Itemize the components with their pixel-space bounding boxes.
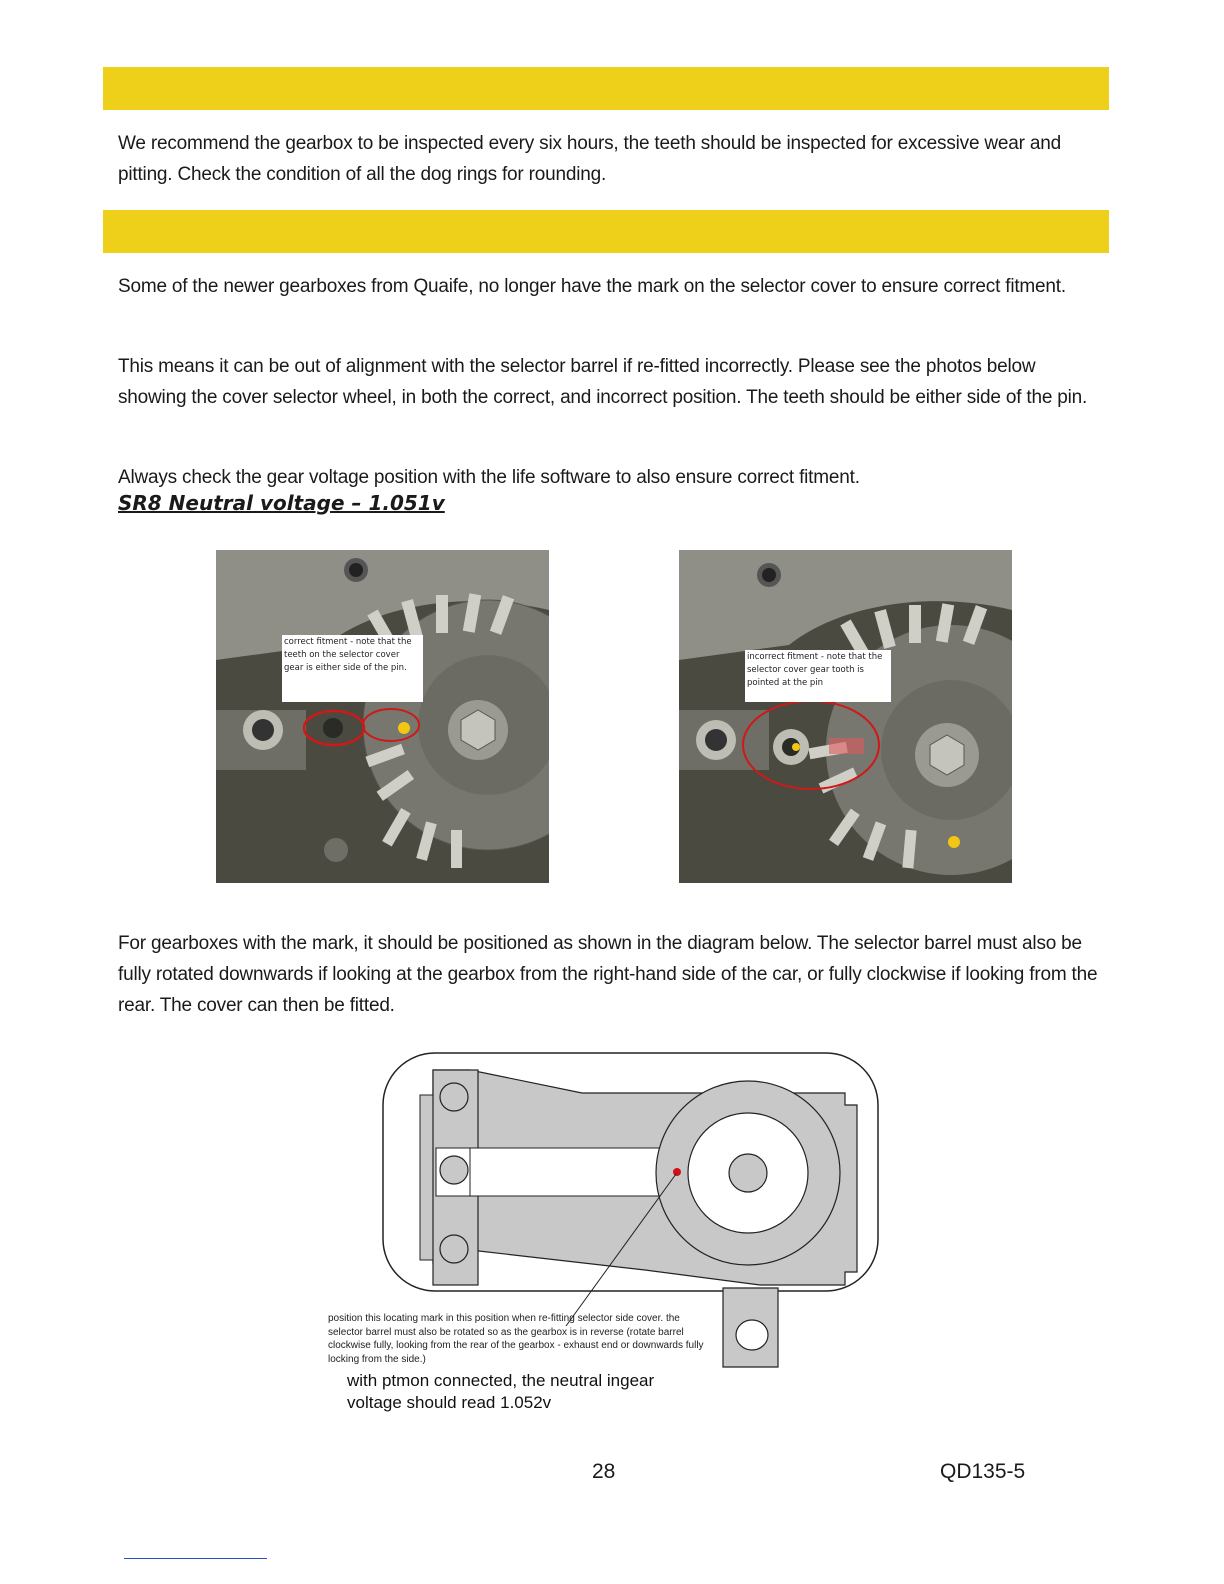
correct-fitment-callout: correct fitment - note that the teeth on the selector cover gear is either side of the pin. [282,635,423,702]
incorrect-fitment-photo [679,550,1012,883]
inspection-paragraph: We recommend the gearbox to be inspected every six hours, the teeth should be inspected for excessive wear and pitting. Check the condition of all the dog rings for rounding. [118,133,1061,185]
neutral-voltage-heading: SR8 Neutral voltage – 1.051v [118,491,445,515]
document-code: QD135-5 [940,1460,1026,1483]
selector-cover-paragraph-2: This means it can be out of alignment with the selector barrel if re-fitted incorrectly. Please see the photos below showing the cover selector wheel, in both the correct, and incorrect position. The teeth should be either side of the pin. [118,356,1088,408]
page-number: 28 [592,1460,616,1483]
correct-fitment-photo [216,550,549,883]
section-header-bar-2 [103,210,1109,253]
locating-mark-note: position this locating mark in this position when re-fitting selector side cover. the selector barrel must also be rotated so as the gearbox is in reverse (rotate barrel clockwise fully, looking from the rear of the gearbox - exhaust end or downwards fully locking from the side.) [328,1313,704,1365]
marked-gearbox-paragraph: For gearboxes with the mark, it should be positioned as shown in the diagram below. The selector barrel must also be fully rotated downwards if looking at the gearbox from the right-hand side of the car, or fully clockwise if looking from the rear. The cover can then be fitted. [118,933,1098,1016]
section-header-bar-1 [103,67,1109,110]
selector-cover-paragraph-3: Always check the gear voltage position with the life software to also ensure correct fitment. [118,467,860,488]
incorrect-fitment-callout: incorrect fitment - note that the selector cover gear tooth is pointed at the pin [745,650,891,702]
footnote-divider [124,1558,267,1559]
selector-cover-diagram [320,1050,890,1430]
selector-cover-paragraph-1: Some of the newer gearboxes from Quaife, no longer have the mark on the selector cover to ensure correct fitment. [118,276,1066,297]
neutral-voltage-note: with ptmon connected, the neutral ingear voltage should read 1.052v [347,1371,655,1412]
